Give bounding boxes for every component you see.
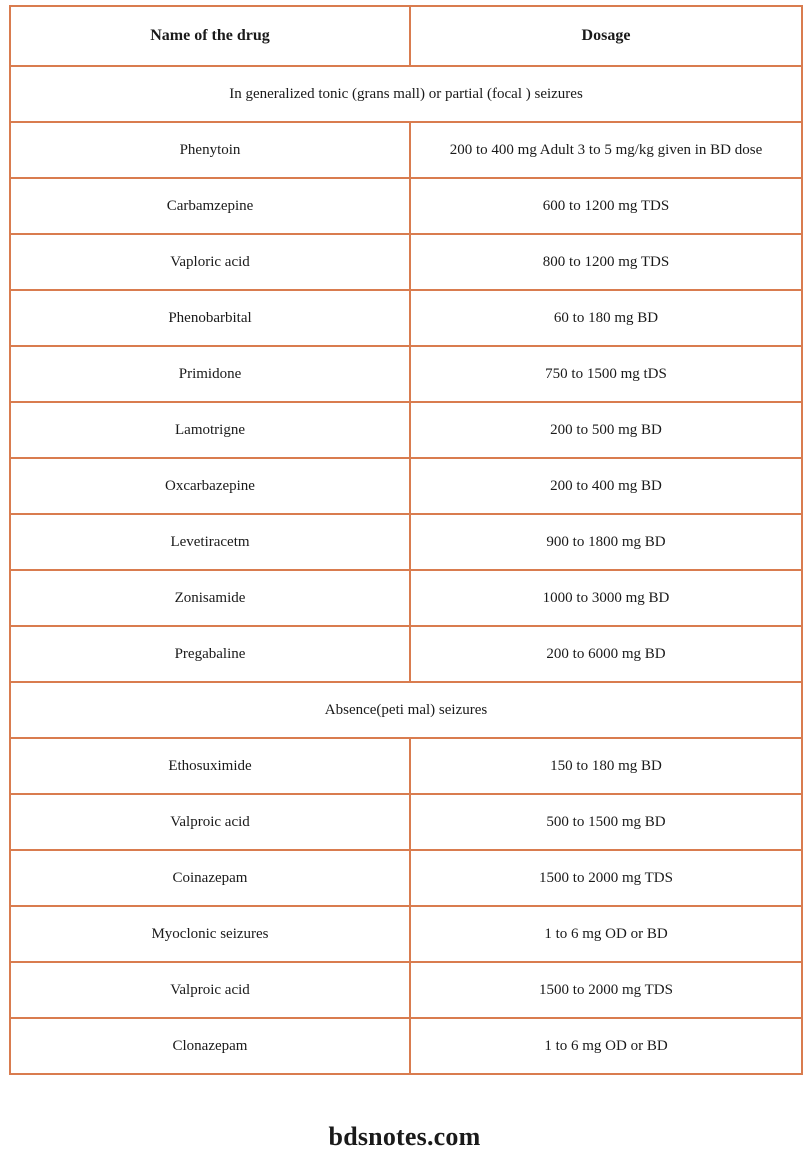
drug-dosage-table xyxy=(9,5,803,1075)
table-row xyxy=(10,234,802,290)
table-row xyxy=(10,738,802,794)
drug-name: Carbamzepine xyxy=(10,178,410,234)
table-header-row xyxy=(10,6,802,66)
drug-name: Lamotrigne xyxy=(10,402,410,458)
drug-dosage: 750 to 1500 mg tDS xyxy=(410,346,802,402)
table-row xyxy=(10,402,802,458)
drug-name: Ethosuximide xyxy=(10,738,410,794)
drug-dosage: 900 to 1800 mg BD xyxy=(410,514,802,570)
drug-name: Primidone xyxy=(10,346,410,402)
table-row xyxy=(10,458,802,514)
drug-name: Levetiracetm xyxy=(10,514,410,570)
table-row xyxy=(10,906,802,962)
drug-dosage: 200 to 400 mg BD xyxy=(410,458,802,514)
table-row xyxy=(10,962,802,1018)
drug-name: Coinazepam xyxy=(10,850,410,906)
drug-name: Clonazepam xyxy=(10,1018,410,1074)
table-row xyxy=(10,178,802,234)
table-row xyxy=(10,570,802,626)
table-row xyxy=(10,290,802,346)
drug-name: Oxcarbazepine xyxy=(10,458,410,514)
drug-dosage: 60 to 180 mg BD xyxy=(410,290,802,346)
table-row xyxy=(10,1018,802,1074)
drug-name: Phenytoin xyxy=(10,122,410,178)
drug-name: Phenobarbital xyxy=(10,290,410,346)
drug-dosage: 1500 to 2000 mg TDS xyxy=(410,962,802,1018)
table-row xyxy=(10,794,802,850)
drug-dosage: 200 to 400 mg Adult 3 to 5 mg/kg given in BD dose xyxy=(410,122,802,178)
drug-dosage: 500 to 1500 mg BD xyxy=(410,794,802,850)
drug-name: Vaploric acid xyxy=(10,234,410,290)
section-row xyxy=(10,682,802,738)
table-row xyxy=(10,514,802,570)
section-row xyxy=(10,66,802,122)
table-row xyxy=(10,850,802,906)
header-dosage: Dosage xyxy=(410,6,802,66)
drug-dosage: 1500 to 2000 mg TDS xyxy=(410,850,802,906)
drug-name: Valproic acid xyxy=(10,794,410,850)
table-row xyxy=(10,122,802,178)
drug-dosage: 150 to 180 mg BD xyxy=(410,738,802,794)
drug-dosage: 1 to 6 mg OD or BD xyxy=(410,1018,802,1074)
table-row xyxy=(10,346,802,402)
drug-dosage: 1000 to 3000 mg BD xyxy=(410,570,802,626)
drug-dosage: 1 to 6 mg OD or BD xyxy=(410,906,802,962)
drug-dosage: 600 to 1200 mg TDS xyxy=(410,178,802,234)
drug-dosage: 200 to 500 mg BD xyxy=(410,402,802,458)
section-title-absence: Absence(peti mal) seizures xyxy=(10,682,802,738)
drug-name: Pregabaline xyxy=(10,626,410,682)
drug-name: Myoclonic seizures xyxy=(10,906,410,962)
table-row xyxy=(10,626,802,682)
drug-name: Zonisamide xyxy=(10,570,410,626)
site-watermark: bdsnotes.com xyxy=(328,1122,481,1151)
section-title-generalized: In generalized tonic (grans mall) or partial (focal ) seizures xyxy=(10,66,802,122)
header-drug-name: Name of the drug xyxy=(10,6,410,66)
drug-name: Valproic acid xyxy=(10,962,410,1018)
drug-dosage: 200 to 6000 mg BD xyxy=(410,626,802,682)
drug-dosage: 800 to 1200 mg TDS xyxy=(410,234,802,290)
